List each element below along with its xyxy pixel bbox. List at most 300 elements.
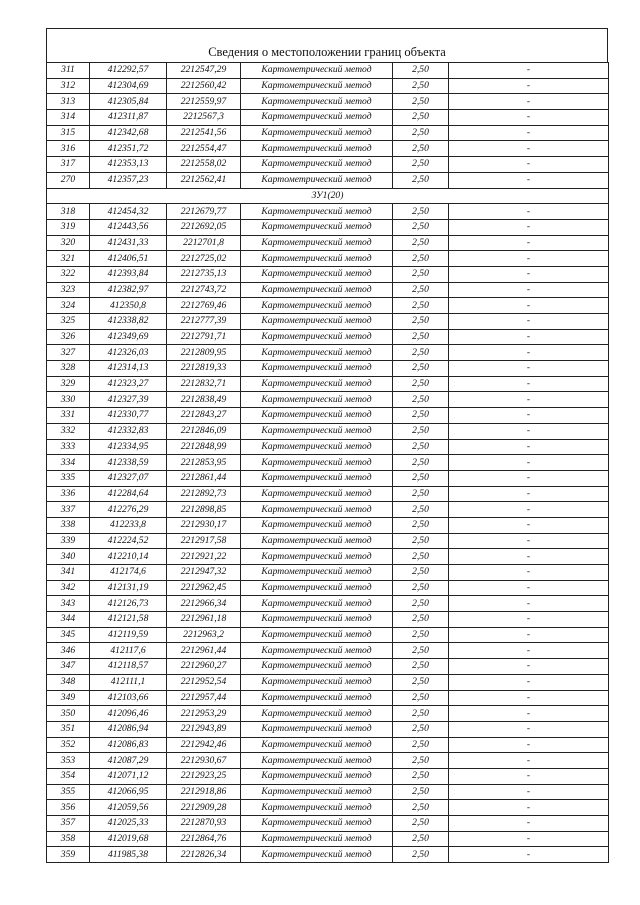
table-row <box>47 251 609 267</box>
x-coordinate-cell: 412131,19 <box>90 580 167 596</box>
point-number-cell: 358 <box>47 831 90 847</box>
accuracy-cell: 2,50 <box>393 94 449 110</box>
table-row <box>47 737 609 753</box>
y-coordinate-cell: 2212957,44 <box>167 690 241 706</box>
y-coordinate-cell: 2212870,93 <box>167 816 241 832</box>
description-cell: - <box>449 408 609 424</box>
accuracy-cell: 2,50 <box>393 800 449 816</box>
table-row <box>47 596 609 612</box>
method-cell: Картометрический метод <box>241 753 393 769</box>
table-body <box>47 63 609 863</box>
method-cell: Картометрический метод <box>241 251 393 267</box>
point-number-cell: 317 <box>47 157 90 173</box>
y-coordinate-cell: 2212861,44 <box>167 470 241 486</box>
method-cell: Картометрический метод <box>241 721 393 737</box>
table-row <box>47 345 609 361</box>
point-number-cell: 351 <box>47 721 90 737</box>
accuracy-cell: 2,50 <box>393 408 449 424</box>
table-row <box>47 816 609 832</box>
x-coordinate-cell: 412305,84 <box>90 94 167 110</box>
description-cell: - <box>449 345 609 361</box>
accuracy-cell: 2,50 <box>393 235 449 251</box>
description-cell: - <box>449 800 609 816</box>
table-row <box>47 266 609 282</box>
point-number-cell: 314 <box>47 110 90 126</box>
y-coordinate-cell: 2212960,27 <box>167 659 241 675</box>
point-number-cell: 354 <box>47 768 90 784</box>
table-row <box>47 690 609 706</box>
method-cell: Картометрический метод <box>241 659 393 675</box>
method-cell: Картометрический метод <box>241 517 393 533</box>
y-coordinate-cell: 2212743,72 <box>167 282 241 298</box>
accuracy-cell: 2,50 <box>393 565 449 581</box>
x-coordinate-cell: 412233,8 <box>90 517 167 533</box>
description-cell: - <box>449 706 609 722</box>
method-cell: Картометрический метод <box>241 831 393 847</box>
accuracy-cell: 2,50 <box>393 596 449 612</box>
accuracy-cell: 2,50 <box>393 486 449 502</box>
point-number-cell: 328 <box>47 361 90 377</box>
description-cell: - <box>449 784 609 800</box>
x-coordinate-cell: 412210,14 <box>90 549 167 565</box>
accuracy-cell: 2,50 <box>393 345 449 361</box>
accuracy-cell: 2,50 <box>393 517 449 533</box>
x-coordinate-cell: 412117,6 <box>90 643 167 659</box>
table-row <box>47 784 609 800</box>
method-cell: Картометрический метод <box>241 94 393 110</box>
accuracy-cell: 2,50 <box>393 298 449 314</box>
method-cell: Картометрический метод <box>241 157 393 173</box>
method-cell: Картометрический метод <box>241 612 393 628</box>
accuracy-cell: 2,50 <box>393 502 449 518</box>
method-cell: Картометрический метод <box>241 78 393 94</box>
description-cell: - <box>449 219 609 235</box>
description-cell: - <box>449 63 609 79</box>
x-coordinate-cell: 412086,83 <box>90 737 167 753</box>
accuracy-cell: 2,50 <box>393 314 449 330</box>
table-row <box>47 282 609 298</box>
method-cell: Картометрический метод <box>241 533 393 549</box>
table-row <box>47 172 609 188</box>
table-row <box>47 470 609 486</box>
method-cell: Картометрический метод <box>241 580 393 596</box>
accuracy-cell: 2,50 <box>393 251 449 267</box>
y-coordinate-cell: 2212558,02 <box>167 157 241 173</box>
y-coordinate-cell: 2212560,42 <box>167 78 241 94</box>
description-cell: - <box>449 549 609 565</box>
accuracy-cell: 2,50 <box>393 549 449 565</box>
x-coordinate-cell: 412111,1 <box>90 674 167 690</box>
x-coordinate-cell: 412311,87 <box>90 110 167 126</box>
description-cell: - <box>449 251 609 267</box>
accuracy-cell: 2,50 <box>393 439 449 455</box>
y-coordinate-cell: 2212953,29 <box>167 706 241 722</box>
method-cell: Картометрический метод <box>241 486 393 502</box>
y-coordinate-cell: 2212735,13 <box>167 266 241 282</box>
accuracy-cell: 2,50 <box>393 376 449 392</box>
table-row <box>47 110 609 126</box>
y-coordinate-cell: 2212701,8 <box>167 235 241 251</box>
description-cell: - <box>449 816 609 832</box>
x-coordinate-cell: 412338,82 <box>90 314 167 330</box>
method-cell: Картометрический метод <box>241 706 393 722</box>
y-coordinate-cell: 2212921,22 <box>167 549 241 565</box>
description-cell: - <box>449 455 609 471</box>
method-cell: Картометрический метод <box>241 235 393 251</box>
x-coordinate-cell: 412103,66 <box>90 690 167 706</box>
accuracy-cell: 2,50 <box>393 737 449 753</box>
accuracy-cell: 2,50 <box>393 612 449 628</box>
point-number-cell: 323 <box>47 282 90 298</box>
method-cell: Картометрический метод <box>241 408 393 424</box>
y-coordinate-cell: 2212809,95 <box>167 345 241 361</box>
x-coordinate-cell: 412406,51 <box>90 251 167 267</box>
table-row <box>47 361 609 377</box>
point-number-cell: 322 <box>47 266 90 282</box>
y-coordinate-cell: 2212947,32 <box>167 565 241 581</box>
description-cell: - <box>449 141 609 157</box>
point-number-cell: 325 <box>47 314 90 330</box>
table-row <box>47 706 609 722</box>
table-row <box>47 533 609 549</box>
x-coordinate-cell: 411985,38 <box>90 847 167 863</box>
description-cell: - <box>449 831 609 847</box>
table-row <box>47 627 609 643</box>
description-cell: - <box>449 439 609 455</box>
table-row <box>47 63 609 79</box>
x-coordinate-cell: 412059,56 <box>90 800 167 816</box>
description-cell: - <box>449 157 609 173</box>
table-row <box>47 831 609 847</box>
x-coordinate-cell: 412338,59 <box>90 455 167 471</box>
point-number-cell: 350 <box>47 706 90 722</box>
x-coordinate-cell: 412393,84 <box>90 266 167 282</box>
table-row <box>47 768 609 784</box>
x-coordinate-cell: 412119,59 <box>90 627 167 643</box>
accuracy-cell: 2,50 <box>393 674 449 690</box>
description-cell: - <box>449 172 609 188</box>
y-coordinate-cell: 2212864,76 <box>167 831 241 847</box>
x-coordinate-cell: 412224,52 <box>90 533 167 549</box>
table-row <box>47 847 609 863</box>
accuracy-cell: 2,50 <box>393 204 449 220</box>
point-number-cell: 345 <box>47 627 90 643</box>
description-cell: - <box>449 627 609 643</box>
description-cell: - <box>449 533 609 549</box>
y-coordinate-cell: 2212769,46 <box>167 298 241 314</box>
description-cell: - <box>449 690 609 706</box>
accuracy-cell: 2,50 <box>393 329 449 345</box>
accuracy-cell: 2,50 <box>393 753 449 769</box>
method-cell: Картометрический метод <box>241 643 393 659</box>
description-cell: - <box>449 659 609 675</box>
method-cell: Картометрический метод <box>241 816 393 832</box>
point-number-cell: 334 <box>47 455 90 471</box>
x-coordinate-cell: 412327,07 <box>90 470 167 486</box>
point-number-cell: 357 <box>47 816 90 832</box>
method-cell: Картометрический метод <box>241 376 393 392</box>
y-coordinate-cell: 2212777,39 <box>167 314 241 330</box>
boundary-points-table <box>46 62 609 863</box>
point-number-cell: 342 <box>47 580 90 596</box>
point-number-cell: 348 <box>47 674 90 690</box>
point-number-cell: 355 <box>47 784 90 800</box>
x-coordinate-cell: 412443,56 <box>90 219 167 235</box>
x-coordinate-cell: 412025,33 <box>90 816 167 832</box>
section-label: ЗУ1(20) <box>47 188 609 204</box>
x-coordinate-cell: 412087,29 <box>90 753 167 769</box>
accuracy-cell: 2,50 <box>393 361 449 377</box>
method-cell: Картометрический метод <box>241 266 393 282</box>
method-cell: Картометрический метод <box>241 596 393 612</box>
point-number-cell: 359 <box>47 847 90 863</box>
y-coordinate-cell: 2212909,28 <box>167 800 241 816</box>
method-cell: Картометрический метод <box>241 549 393 565</box>
method-cell: Картометрический метод <box>241 565 393 581</box>
y-coordinate-cell: 2212541,56 <box>167 125 241 141</box>
method-cell: Картометрический метод <box>241 329 393 345</box>
accuracy-cell: 2,50 <box>393 63 449 79</box>
x-coordinate-cell: 412350,8 <box>90 298 167 314</box>
y-coordinate-cell: 2212838,49 <box>167 392 241 408</box>
accuracy-cell: 2,50 <box>393 125 449 141</box>
y-coordinate-cell: 2212843,27 <box>167 408 241 424</box>
table-row <box>47 408 609 424</box>
accuracy-cell: 2,50 <box>393 831 449 847</box>
x-coordinate-cell: 412323,27 <box>90 376 167 392</box>
accuracy-cell: 2,50 <box>393 847 449 863</box>
y-coordinate-cell: 2212930,17 <box>167 517 241 533</box>
point-number-cell: 352 <box>47 737 90 753</box>
method-cell: Картометрический метод <box>241 361 393 377</box>
point-number-cell: 319 <box>47 219 90 235</box>
y-coordinate-cell: 2212559,97 <box>167 94 241 110</box>
point-number-cell: 333 <box>47 439 90 455</box>
x-coordinate-cell: 412066,95 <box>90 784 167 800</box>
method-cell: Картометрический метод <box>241 63 393 79</box>
table-row <box>47 94 609 110</box>
table-row <box>47 235 609 251</box>
accuracy-cell: 2,50 <box>393 784 449 800</box>
accuracy-cell: 2,50 <box>393 816 449 832</box>
table-row <box>47 125 609 141</box>
y-coordinate-cell: 2212917,58 <box>167 533 241 549</box>
description-cell: - <box>449 235 609 251</box>
point-number-cell: 340 <box>47 549 90 565</box>
description-cell: - <box>449 361 609 377</box>
accuracy-cell: 2,50 <box>393 768 449 784</box>
x-coordinate-cell: 412276,29 <box>90 502 167 518</box>
method-cell: Картометрический метод <box>241 345 393 361</box>
point-number-cell: 339 <box>47 533 90 549</box>
accuracy-cell: 2,50 <box>393 533 449 549</box>
accuracy-cell: 2,50 <box>393 643 449 659</box>
description-cell: - <box>449 580 609 596</box>
table-row <box>47 204 609 220</box>
point-number-cell: 356 <box>47 800 90 816</box>
point-number-cell: 337 <box>47 502 90 518</box>
y-coordinate-cell: 2212961,18 <box>167 612 241 628</box>
description-cell: - <box>449 110 609 126</box>
description-cell: - <box>449 753 609 769</box>
description-cell: - <box>449 674 609 690</box>
description-cell: - <box>449 612 609 628</box>
y-coordinate-cell: 2212942,46 <box>167 737 241 753</box>
point-number-cell: 315 <box>47 125 90 141</box>
method-cell: Картометрический метод <box>241 690 393 706</box>
table-row <box>47 753 609 769</box>
table-row <box>47 659 609 675</box>
method-cell: Картометрический метод <box>241 204 393 220</box>
y-coordinate-cell: 2212562,41 <box>167 172 241 188</box>
x-coordinate-cell: 412284,64 <box>90 486 167 502</box>
description-cell: - <box>449 502 609 518</box>
accuracy-cell: 2,50 <box>393 110 449 126</box>
table-row <box>47 455 609 471</box>
method-cell: Картометрический метод <box>241 282 393 298</box>
point-number-cell: 324 <box>47 298 90 314</box>
x-coordinate-cell: 412327,39 <box>90 392 167 408</box>
point-number-cell: 344 <box>47 612 90 628</box>
accuracy-cell: 2,50 <box>393 282 449 298</box>
y-coordinate-cell: 2212679,77 <box>167 204 241 220</box>
point-number-cell: 321 <box>47 251 90 267</box>
accuracy-cell: 2,50 <box>393 423 449 439</box>
table-row <box>47 141 609 157</box>
point-number-cell: 320 <box>47 235 90 251</box>
y-coordinate-cell: 2212846,09 <box>167 423 241 439</box>
y-coordinate-cell: 2212952,54 <box>167 674 241 690</box>
table-row <box>47 392 609 408</box>
y-coordinate-cell: 2212961,44 <box>167 643 241 659</box>
method-cell: Картометрический метод <box>241 172 393 188</box>
y-coordinate-cell: 2212892,73 <box>167 486 241 502</box>
y-coordinate-cell: 2212918,86 <box>167 784 241 800</box>
method-cell: Картометрический метод <box>241 502 393 518</box>
table-row <box>47 376 609 392</box>
y-coordinate-cell: 2212692,05 <box>167 219 241 235</box>
x-coordinate-cell: 412071,12 <box>90 768 167 784</box>
point-number-cell: 338 <box>47 517 90 533</box>
y-coordinate-cell: 2212819,33 <box>167 361 241 377</box>
point-number-cell: 327 <box>47 345 90 361</box>
description-cell: - <box>449 94 609 110</box>
y-coordinate-cell: 2212826,34 <box>167 847 241 863</box>
x-coordinate-cell: 412304,69 <box>90 78 167 94</box>
method-cell: Картометрический метод <box>241 627 393 643</box>
y-coordinate-cell: 2212848,99 <box>167 439 241 455</box>
table-row <box>47 565 609 581</box>
point-number-cell: 347 <box>47 659 90 675</box>
table-row <box>47 486 609 502</box>
method-cell: Картометрический метод <box>241 768 393 784</box>
x-coordinate-cell: 412332,83 <box>90 423 167 439</box>
table-row <box>47 439 609 455</box>
x-coordinate-cell: 412126,73 <box>90 596 167 612</box>
table-row <box>47 423 609 439</box>
x-coordinate-cell: 412454,32 <box>90 204 167 220</box>
method-cell: Картометрический метод <box>241 314 393 330</box>
x-coordinate-cell: 412334,95 <box>90 439 167 455</box>
table-row <box>47 580 609 596</box>
point-number-cell: 335 <box>47 470 90 486</box>
y-coordinate-cell: 2212966,34 <box>167 596 241 612</box>
table-row <box>47 329 609 345</box>
accuracy-cell: 2,50 <box>393 706 449 722</box>
accuracy-cell: 2,50 <box>393 78 449 94</box>
point-number-cell: 346 <box>47 643 90 659</box>
table-row <box>47 157 609 173</box>
description-cell: - <box>449 737 609 753</box>
y-coordinate-cell: 2212898,85 <box>167 502 241 518</box>
y-coordinate-cell: 2212963,2 <box>167 627 241 643</box>
point-number-cell: 312 <box>47 78 90 94</box>
y-coordinate-cell: 2212791,71 <box>167 329 241 345</box>
x-coordinate-cell: 412121,58 <box>90 612 167 628</box>
x-coordinate-cell: 412351,72 <box>90 141 167 157</box>
method-cell: Картометрический метод <box>241 800 393 816</box>
y-coordinate-cell: 2212547,29 <box>167 63 241 79</box>
method-cell: Картометрический метод <box>241 219 393 235</box>
description-cell: - <box>449 768 609 784</box>
point-number-cell: 316 <box>47 141 90 157</box>
method-cell: Картометрический метод <box>241 737 393 753</box>
method-cell: Картометрический метод <box>241 298 393 314</box>
point-number-cell: 313 <box>47 94 90 110</box>
table-row <box>47 219 609 235</box>
description-cell: - <box>449 486 609 502</box>
x-coordinate-cell: 412382,97 <box>90 282 167 298</box>
method-cell: Картометрический метод <box>241 455 393 471</box>
x-coordinate-cell: 412357,23 <box>90 172 167 188</box>
x-coordinate-cell: 412292,57 <box>90 63 167 79</box>
method-cell: Картометрический метод <box>241 423 393 439</box>
description-cell: - <box>449 565 609 581</box>
y-coordinate-cell: 2212930,67 <box>167 753 241 769</box>
table-row <box>47 314 609 330</box>
x-coordinate-cell: 412349,69 <box>90 329 167 345</box>
x-coordinate-cell: 412086,94 <box>90 721 167 737</box>
method-cell: Картометрический метод <box>241 125 393 141</box>
method-cell: Картометрический метод <box>241 470 393 486</box>
table-row <box>47 643 609 659</box>
method-cell: Картометрический метод <box>241 439 393 455</box>
accuracy-cell: 2,50 <box>393 172 449 188</box>
accuracy-cell: 2,50 <box>393 690 449 706</box>
table-row <box>47 502 609 518</box>
point-number-cell: 329 <box>47 376 90 392</box>
section-row <box>47 188 609 204</box>
x-coordinate-cell: 412326,03 <box>90 345 167 361</box>
x-coordinate-cell: 412174,6 <box>90 565 167 581</box>
x-coordinate-cell: 412431,33 <box>90 235 167 251</box>
x-coordinate-cell: 412314,13 <box>90 361 167 377</box>
accuracy-cell: 2,50 <box>393 392 449 408</box>
accuracy-cell: 2,50 <box>393 141 449 157</box>
description-cell: - <box>449 392 609 408</box>
table-row <box>47 800 609 816</box>
description-cell: - <box>449 596 609 612</box>
y-coordinate-cell: 2212832,71 <box>167 376 241 392</box>
description-cell: - <box>449 643 609 659</box>
point-number-cell: 326 <box>47 329 90 345</box>
method-cell: Картометрический метод <box>241 847 393 863</box>
accuracy-cell: 2,50 <box>393 627 449 643</box>
point-number-cell: 270 <box>47 172 90 188</box>
description-cell: - <box>449 517 609 533</box>
description-cell: - <box>449 125 609 141</box>
x-coordinate-cell: 412096,46 <box>90 706 167 722</box>
